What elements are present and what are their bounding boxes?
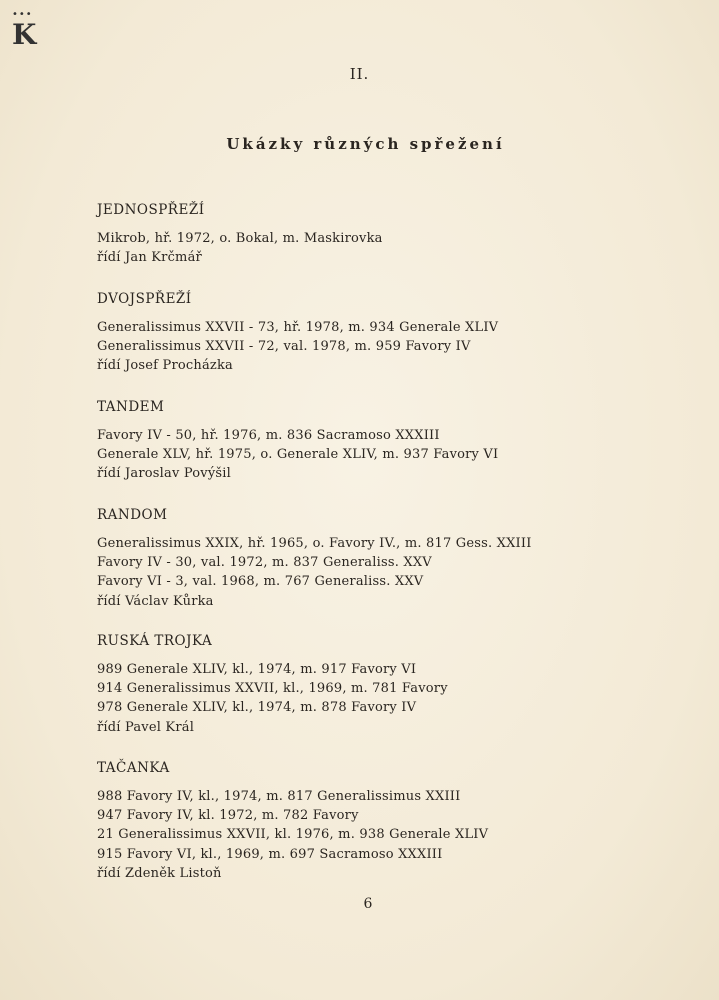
driver-line: řídí Josef Procházka — [97, 358, 233, 374]
chapter-number: II. — [349, 65, 370, 83]
section-heading: JEDNOSPŘEŽÍ — [97, 202, 205, 218]
driver-line: řídí Pavel Král — [97, 719, 195, 735]
driver-line: řídí Jaroslav Povýšil — [97, 466, 231, 482]
entry-line: 21 Generalissimus XXVII, kl. 1976, m. 938 Generale XLIV — [97, 827, 489, 843]
entry-line: Favory IV - 50, hř. 1976, m. 836 Sacramoso XXXIII — [97, 428, 440, 443]
section-heading: TANDEM — [97, 399, 165, 415]
section-tandem — [97, 398, 687, 484]
driver-line: řídí Václav Kůrka — [97, 593, 214, 609]
section-heading: DVOJSPŘEŽÍ — [97, 291, 192, 307]
driver-line: řídí Zdeněk Listoň — [97, 865, 222, 881]
entry-line: 978 Generale XLIV, kl., 1974, m. 878 Favory IV — [97, 700, 417, 716]
publisher-logo — [10, 9, 37, 51]
entry-line: Generalissimus XXVII - 73, hř. 1978, m. 934 Generale XLIV — [97, 320, 499, 335]
section-heading: RUSKÁ TROJKA — [97, 633, 213, 649]
entry-line: Favory IV - 30, val. 1972, m. 837 Generaliss. XXV — [97, 555, 432, 571]
entry-line: 947 Favory IV, kl. 1972, m. 782 Favory — [97, 808, 359, 824]
entry-line: 914 Generalissimus XXVII, kl., 1969, m. 781 Favory — [97, 681, 448, 697]
entry-line: 989 Generale XLIV, kl., 1974, m. 917 Favory VI — [97, 662, 417, 677]
entry-line: Mikrob, hř. 1972, o. Bokal, m. Maskirovka — [97, 231, 383, 246]
logo-dots: ••• — [12, 9, 33, 20]
section-heading: RANDOM — [97, 507, 168, 523]
entry-line: Generalissimus XXVII - 72, val. 1978, m. 959 Favory IV — [97, 339, 471, 355]
entry-line: 915 Favory VI, kl., 1969, m. 697 Sacramoso XXXIII — [97, 846, 443, 862]
section-random — [97, 506, 687, 611]
entry-line: Generale XLV, hř. 1975, o. Generale XLIV, m. 937 Favory VI — [97, 447, 499, 463]
entry-line: 988 Favory IV, kl., 1974, m. 817 Generalissimus XXIII — [97, 789, 461, 804]
driver-line: řídí Jan Krčmář — [97, 250, 202, 266]
section-tacanka — [97, 759, 687, 883]
page-number: 6 — [363, 896, 373, 912]
section-heading: TAČANKA — [97, 760, 170, 776]
section-dvojsprezi — [97, 290, 687, 376]
entry-line: Generalissimus XXIX, hř. 1965, o. Favory IV., m. 817 Gess. XXIII — [97, 536, 532, 551]
section-ruska-trojka — [97, 632, 687, 737]
page-title: Ukázky různých spřežení — [226, 135, 505, 153]
section-jednosprezi — [97, 201, 687, 267]
logo-letter: K — [12, 18, 37, 51]
entry-line: Favory VI - 3, val. 1968, m. 767 Generaliss. XXV — [97, 574, 424, 590]
